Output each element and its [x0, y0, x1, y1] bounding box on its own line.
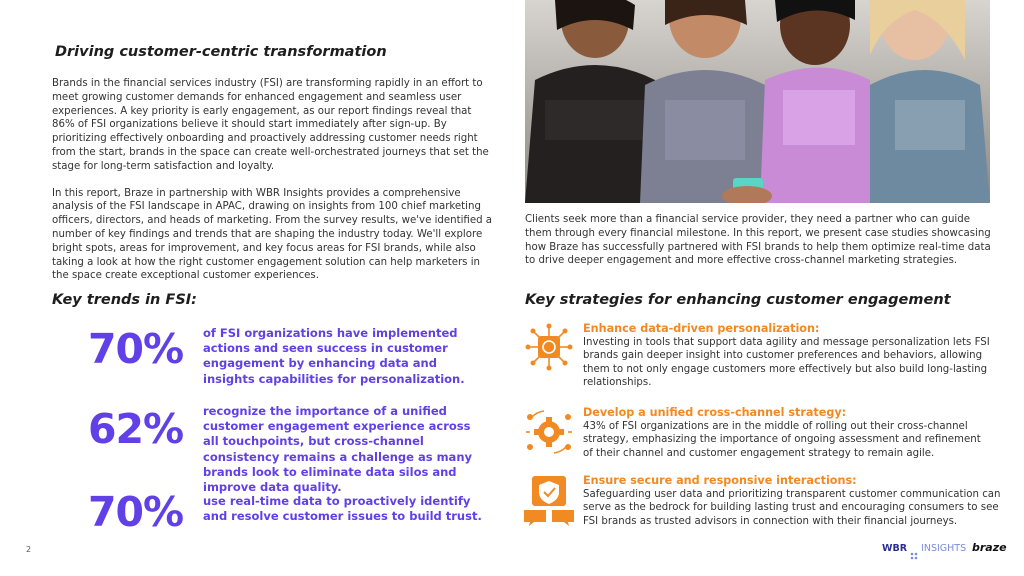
wbr-logo-text: WBR: [882, 543, 908, 554]
page-number: 2: [26, 545, 32, 554]
data-network-icon: [524, 322, 574, 372]
strategy-text: Safeguarding user data and prioritizing transparent customer communication can serve as the bedrock for building lasting trust and encouraging consumers to see FSI brands as trusted advisors in connection with their financial journeys.: [583, 489, 1001, 527]
strategy-title: Develop a unified cross-channel strategy:: [583, 406, 847, 419]
strategies-heading: Key strategies for enhancing customer engagement: [525, 292, 951, 308]
hero-photo: [525, 0, 990, 203]
caption-text: Clients seek more than a financial service provider, they need a partner who can guide them through every financial milestone. In this report, we present case studies showcasing how Braze has successfully partnered with FSI brands to help them optimize real-time data to drive deeper engagement and more effective cross-channel marketing strategies.: [525, 214, 991, 267]
section-heading: Driving customer-centric transformation: [55, 44, 387, 60]
strategy-title: Ensure secure and responsive interactions:: [583, 474, 857, 487]
strategy-text: Investing in tools that support data agility and message personalization lets FSI brands gain deeper insight into customer preferences and behaviors, allowing them to not only engage customers more effectively but also build long-lasting relationships.: [583, 337, 990, 389]
women-with-phone-illustration: [525, 0, 990, 203]
photo-caption: [525, 213, 995, 268]
trends-heading: Key trends in FSI:: [52, 292, 197, 308]
shield-chat-icon: [524, 474, 574, 526]
stat-text: use real-time data to proactively identify and resolve customer issues to build trust.: [203, 494, 482, 524]
stat-value: 62%: [88, 405, 184, 453]
strategy-text: 43% of FSI organizations are in the middle of rolling out their cross-channel strategy, emphasizing the importance of ongoing assessment and refinement of their channel and customer engagement strategy to remain agile.: [583, 421, 981, 459]
gear-cycle-icon: [524, 407, 574, 457]
stat-value: 70%: [88, 488, 184, 536]
strategy-item: [583, 322, 993, 390]
stat-text: recognize the importance of a unified customer engagement experience across all touchpoints, but cross-channel consistency remains a challenge as many brands look to eliminate data silos and improve data quality.: [203, 404, 472, 495]
strategy-title: Enhance data-driven personalization:: [583, 322, 820, 335]
stat-value: 70%: [88, 325, 184, 373]
intro-paragraph-2: In this report, Braze in partnership with WBR Insights provides a comprehensive analysis of the FSI landscape in APAC, drawing on insights from 100 chief marketing officers, directors, and heads of marketing. From the survey results, we've identified a number of key findings and trends that are shaping the industry today. We'll explore bright spots, areas for improvement, and key focus areas for FSI brands, while also taking a look at how the right customer engagement solution can help marketers in the space create exceptional customer experiences.: [52, 187, 493, 282]
intro-paragraph-1: Brands in the financial services industry (FSI) are transforming rapidly in an effort to meet growing customer demands for enhanced engagement and seamless user experiences. A key priority is early engagement, as our report findings reveal that 86% of FSI organizations believe it should start immediately after sign-up. By prioritizing effectively onboarding and proactively addressing customer needs right from the start, brands in the space can create well-orchestrated journeys that set the stage for long-term satisfaction and loyalty.: [52, 78, 489, 172]
stat-description: [203, 326, 488, 387]
wbr-insights-logo: [882, 543, 966, 554]
braze-logo: braze: [972, 541, 1007, 554]
intro-text: [52, 77, 494, 283]
stat-description: [203, 404, 488, 495]
stat-description: [203, 494, 488, 524]
strategy-item: [583, 474, 1001, 528]
insights-logo-text: INSIGHTS: [921, 543, 967, 554]
logo-dots-icon: [910, 545, 918, 553]
stat-text: of FSI organizations have implemented actions and seen success in customer engagement by enhancing data and insights capabilities for personalization.: [203, 326, 465, 386]
strategy-item: [583, 406, 993, 460]
